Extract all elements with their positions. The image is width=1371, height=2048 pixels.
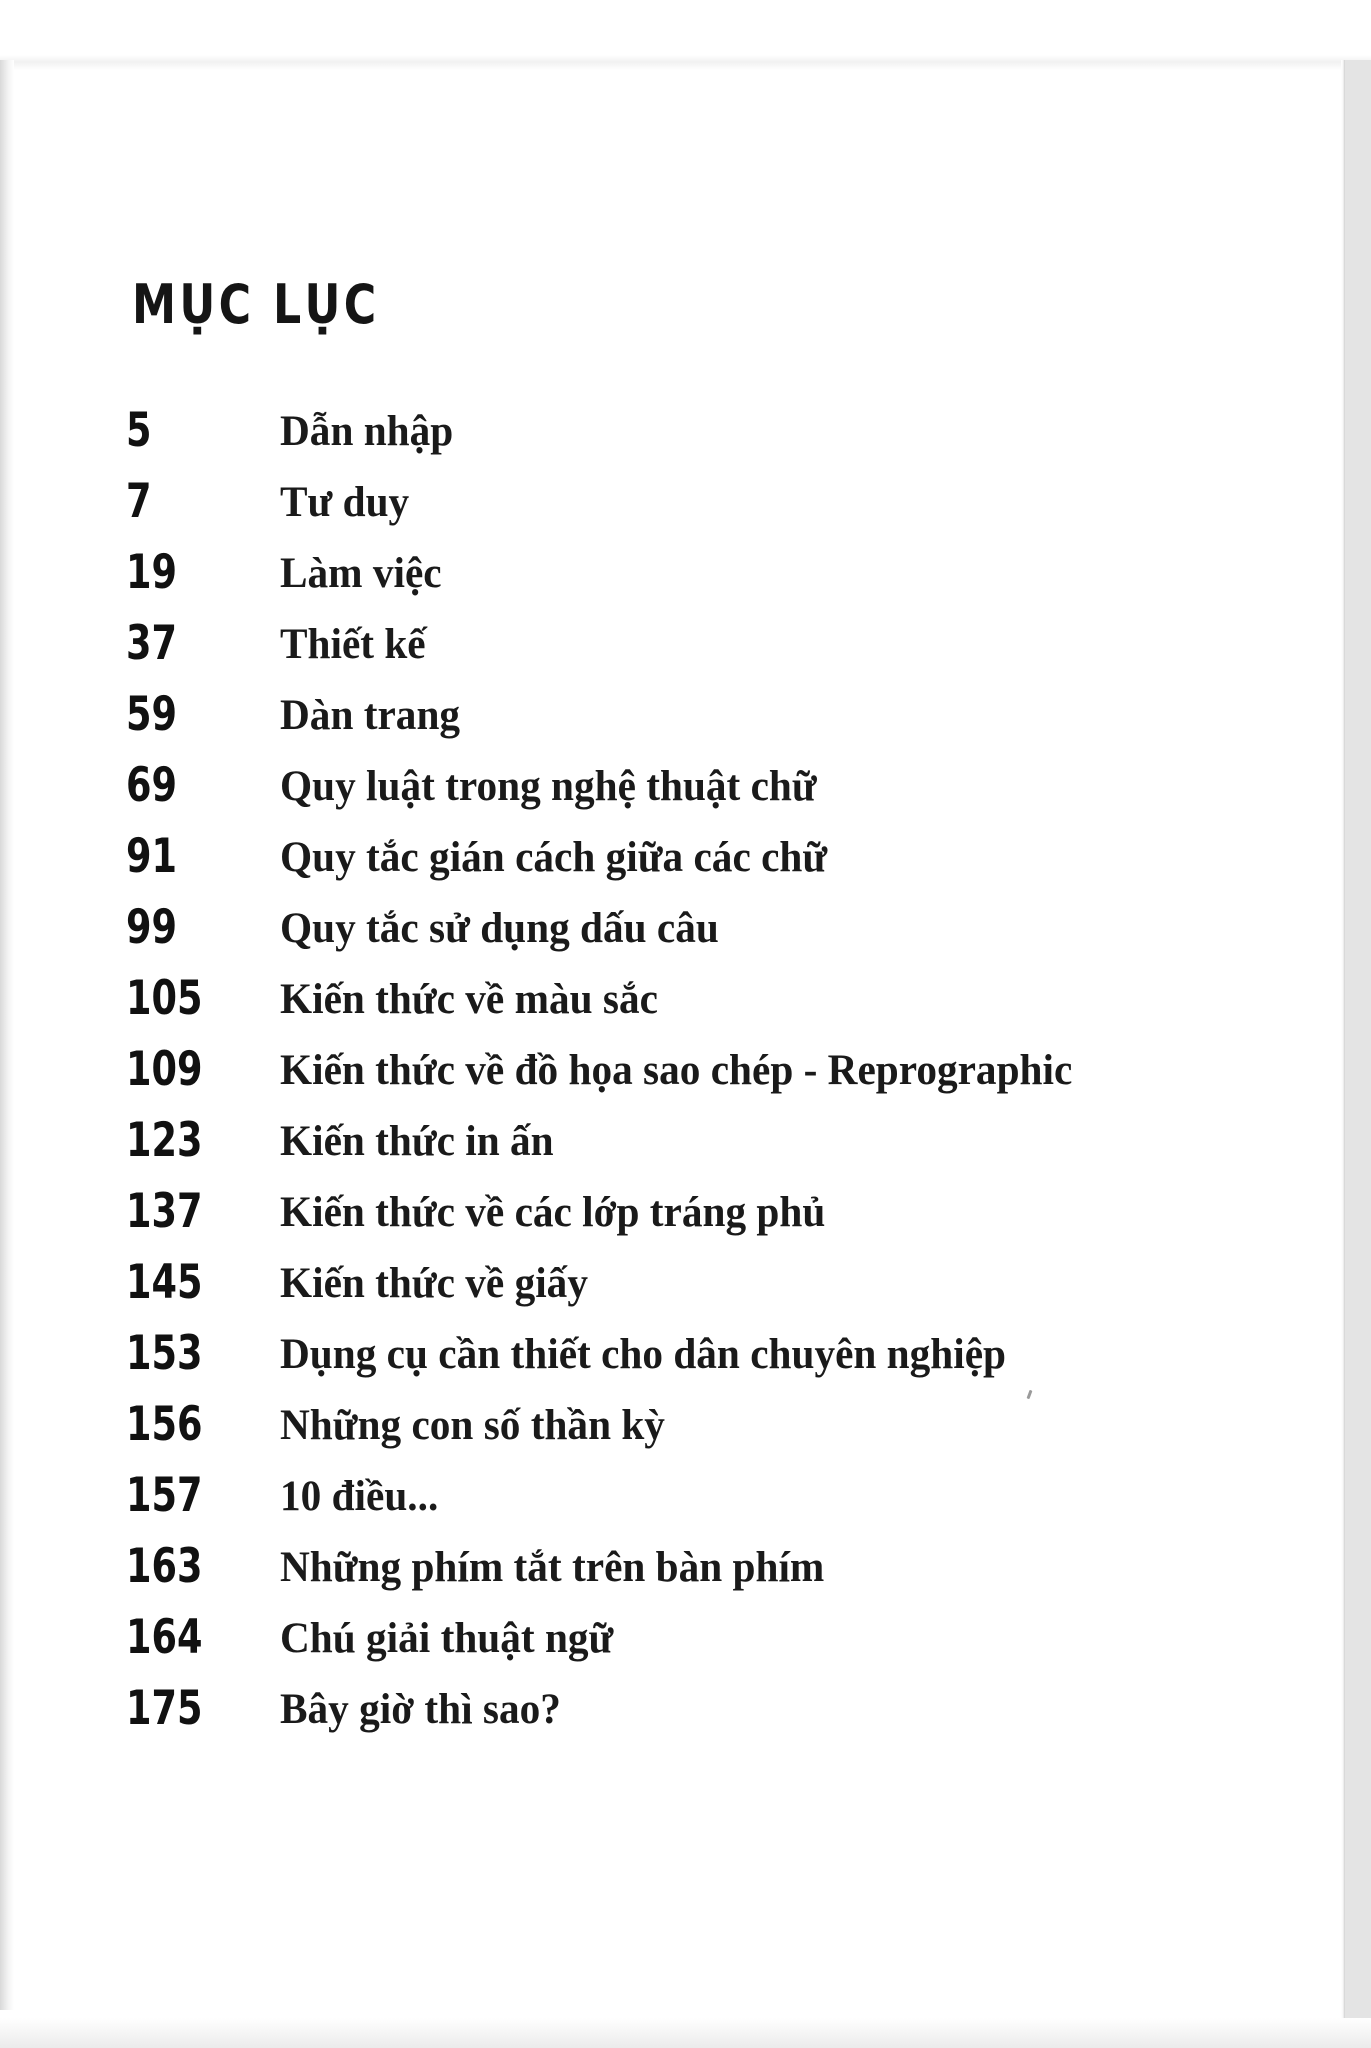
toc-entry <box>126 830 1276 901</box>
toc-entry <box>126 688 1276 759</box>
toc-page-number: 19 <box>126 545 178 600</box>
toc-page-number: 99 <box>126 900 178 955</box>
toc-chapter-title: Thiết kế <box>280 621 426 668</box>
toc-chapter-title: Kiến thức in ấn <box>280 1118 554 1165</box>
toc-entry <box>126 617 1276 688</box>
toc-page-number: 153 <box>126 1326 203 1381</box>
page-bottom-edge <box>0 2018 1371 2048</box>
toc-chapter-title: Làm việc <box>280 550 442 597</box>
toc-chapter-title: Quy luật trong nghệ thuật chữ <box>280 763 817 810</box>
toc-chapter-title: Những con số thần kỳ <box>280 1402 665 1449</box>
toc-entry <box>126 1256 1276 1327</box>
toc-chapter-title: Kiến thức về màu sắc <box>280 976 658 1023</box>
toc-page-number: 37 <box>126 616 178 671</box>
toc-page-number: 7 <box>126 474 152 529</box>
page-title: MỤC LỤC <box>132 273 380 336</box>
toc-chapter-title: Bây giờ thì sao? <box>280 1686 561 1733</box>
toc-page-number: 164 <box>126 1610 203 1665</box>
toc-entry <box>126 1327 1276 1398</box>
toc-chapter-title: Kiến thức về đồ họa sao chép - Reprographic <box>280 1047 1073 1094</box>
toc-entry <box>126 475 1276 546</box>
toc-chapter-title: Dàn trang <box>280 692 461 739</box>
toc-page-number: 109 <box>126 1042 203 1097</box>
toc-entry <box>126 1469 1276 1540</box>
page-top-edge <box>0 0 1371 70</box>
toc-page-number: 157 <box>126 1468 203 1523</box>
toc-chapter-title: Dẫn nhập <box>280 408 454 455</box>
toc-chapter-title: Tư duy <box>280 479 410 526</box>
toc-chapter-title: Kiến thức về các lớp tráng phủ <box>280 1189 826 1236</box>
toc-entry <box>126 1185 1276 1256</box>
toc-entry <box>126 1611 1276 1682</box>
page-right-edge <box>1341 60 1371 2040</box>
toc-entry <box>126 1398 1276 1469</box>
toc-chapter-title: Kiến thức về giấy <box>280 1260 588 1307</box>
table-of-contents <box>126 404 1276 1753</box>
toc-entry <box>126 759 1276 830</box>
toc-entry <box>126 1682 1276 1753</box>
toc-chapter-title: Dụng cụ cần thiết cho dân chuyên nghiệp <box>280 1331 1006 1378</box>
toc-entry <box>126 901 1276 972</box>
toc-chapter-title: Chú giải thuật ngữ <box>280 1615 614 1662</box>
toc-chapter-title: Những phím tắt trên bàn phím <box>280 1544 825 1591</box>
toc-chapter-title: Quy tắc gián cách giữa các chữ <box>280 834 828 881</box>
toc-entry <box>126 546 1276 617</box>
toc-page-number: 175 <box>126 1681 203 1736</box>
toc-page-number: 123 <box>126 1113 203 1168</box>
toc-entry <box>126 1540 1276 1611</box>
toc-page-number: 156 <box>126 1397 203 1452</box>
toc-page-number: 163 <box>126 1539 203 1594</box>
toc-entry <box>126 1043 1276 1114</box>
toc-page-number: 69 <box>126 758 178 813</box>
toc-page-number: 91 <box>126 829 178 884</box>
toc-chapter-title: 10 điều... <box>280 1473 439 1520</box>
toc-chapter-title: Quy tắc sử dụng dấu câu <box>280 905 719 952</box>
toc-page-number: 59 <box>126 687 178 742</box>
toc-page-number: 105 <box>126 971 203 1026</box>
page-left-edge <box>0 60 14 2010</box>
toc-entry <box>126 404 1276 475</box>
toc-page-number: 145 <box>126 1255 203 1310</box>
toc-entry <box>126 972 1276 1043</box>
toc-page-number: 137 <box>126 1184 203 1239</box>
toc-page-number: 5 <box>126 403 152 458</box>
toc-entry <box>126 1114 1276 1185</box>
